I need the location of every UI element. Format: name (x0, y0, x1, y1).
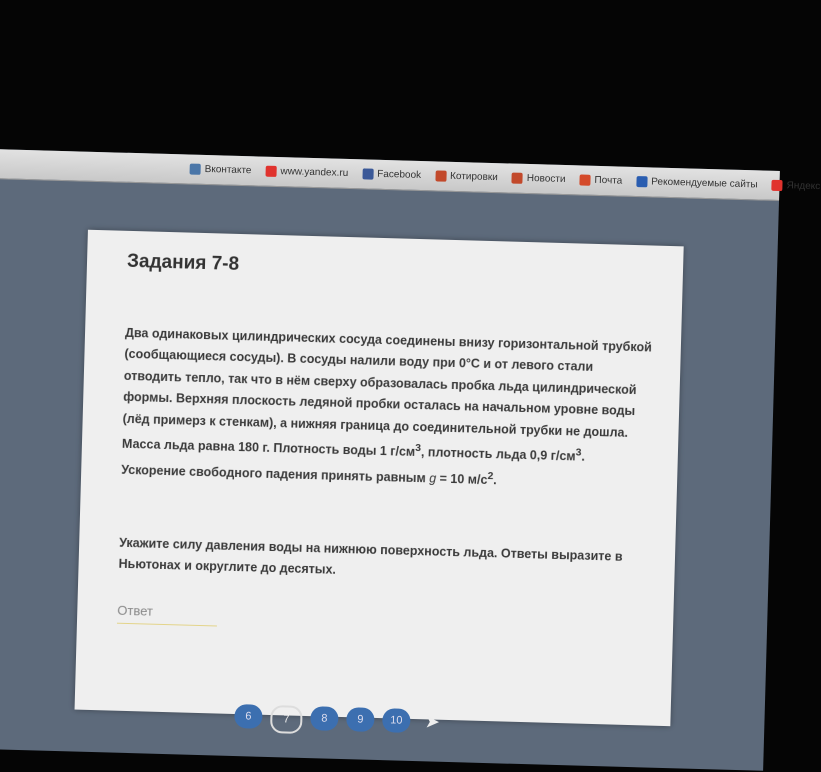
gravity-symbol: g (429, 471, 437, 486)
task-text-part: . Ускорение свободного падения принять равным (121, 449, 586, 486)
bookmark-label: www.yandex.ru (280, 166, 349, 179)
page-button[interactable]: 10 (382, 708, 411, 733)
bookmark-yandex-site[interactable] (265, 166, 348, 179)
bookmark-yandex[interactable] (771, 180, 820, 192)
yandex-icon (265, 166, 276, 177)
bookmark-label: Почта (594, 174, 623, 187)
bookmark-facebook[interactable] (362, 168, 421, 181)
task-text-part: = 10 м/с (435, 471, 488, 487)
task-text-part: , плотность льда 0,9 г/см (420, 445, 576, 464)
bookmark-label: Яндекс (786, 180, 821, 193)
page-button-current[interactable]: 7 (270, 705, 303, 734)
bookmark-label: Вконтакте (204, 163, 252, 177)
task-card (75, 230, 684, 726)
task-text-part: Два одинаковых цилиндрических сосуда соединены внизу горизонтальной трубкой (сообщающиеся сосуды). В сосуды налили воду при 0°С и от левого стали отводить тепло, так что в нём сверху образовалась пробка льда цилиндрической формы. Верхняя плоскость ледяной пробки осталась на начальном уровне воды (лёд примерз к стенкам), а нижняя граница до соединительной трубки не дошла. Масса льда равна 180 г. Плотность воды 1 г/см (121, 325, 652, 460)
news-icon (512, 173, 523, 184)
quotes-icon (435, 170, 446, 181)
bookmark-label: Рекомендуемые сайты (651, 176, 758, 191)
bookmark-news[interactable] (512, 173, 566, 185)
answer-label: Ответ (117, 602, 154, 619)
page-button[interactable]: 9 (346, 707, 375, 732)
bookmarks-bar (0, 149, 821, 201)
page-button[interactable]: 8 (310, 706, 339, 731)
bookmark-vkontakte[interactable] (190, 164, 252, 177)
superscript: 3 (415, 442, 422, 455)
bookmark-label: Facebook (377, 168, 422, 182)
superscript: 2 (487, 470, 494, 482)
superscript: 3 (575, 447, 582, 459)
bookmark-mail[interactable] (579, 174, 622, 186)
bookmark-label: Котировки (449, 170, 498, 184)
yandex-icon (771, 180, 782, 191)
recommended-icon (636, 176, 647, 187)
pagination (234, 704, 447, 738)
bookmark-recommended[interactable] (636, 176, 758, 190)
next-page-button[interactable] (418, 709, 447, 734)
task-text-part: . (493, 472, 497, 487)
mail-icon (579, 174, 590, 185)
question-text: Укажите силу давления воды на нижнюю поверхность льда. Ответы выразите в Ньютонах и округлите до десятых. (118, 535, 623, 578)
vk-icon (190, 164, 201, 175)
answer-input[interactable] (117, 623, 217, 627)
task-text (121, 323, 655, 496)
chevron-right-icon: ➤ (424, 710, 441, 732)
bookmark-label: Новости (526, 172, 566, 186)
facebook-icon (362, 168, 373, 179)
bookmark-quotes[interactable] (435, 170, 498, 183)
page-button[interactable]: 6 (234, 704, 263, 729)
task-title: Задания 7-8 (126, 250, 240, 275)
browser-screen (0, 149, 821, 771)
